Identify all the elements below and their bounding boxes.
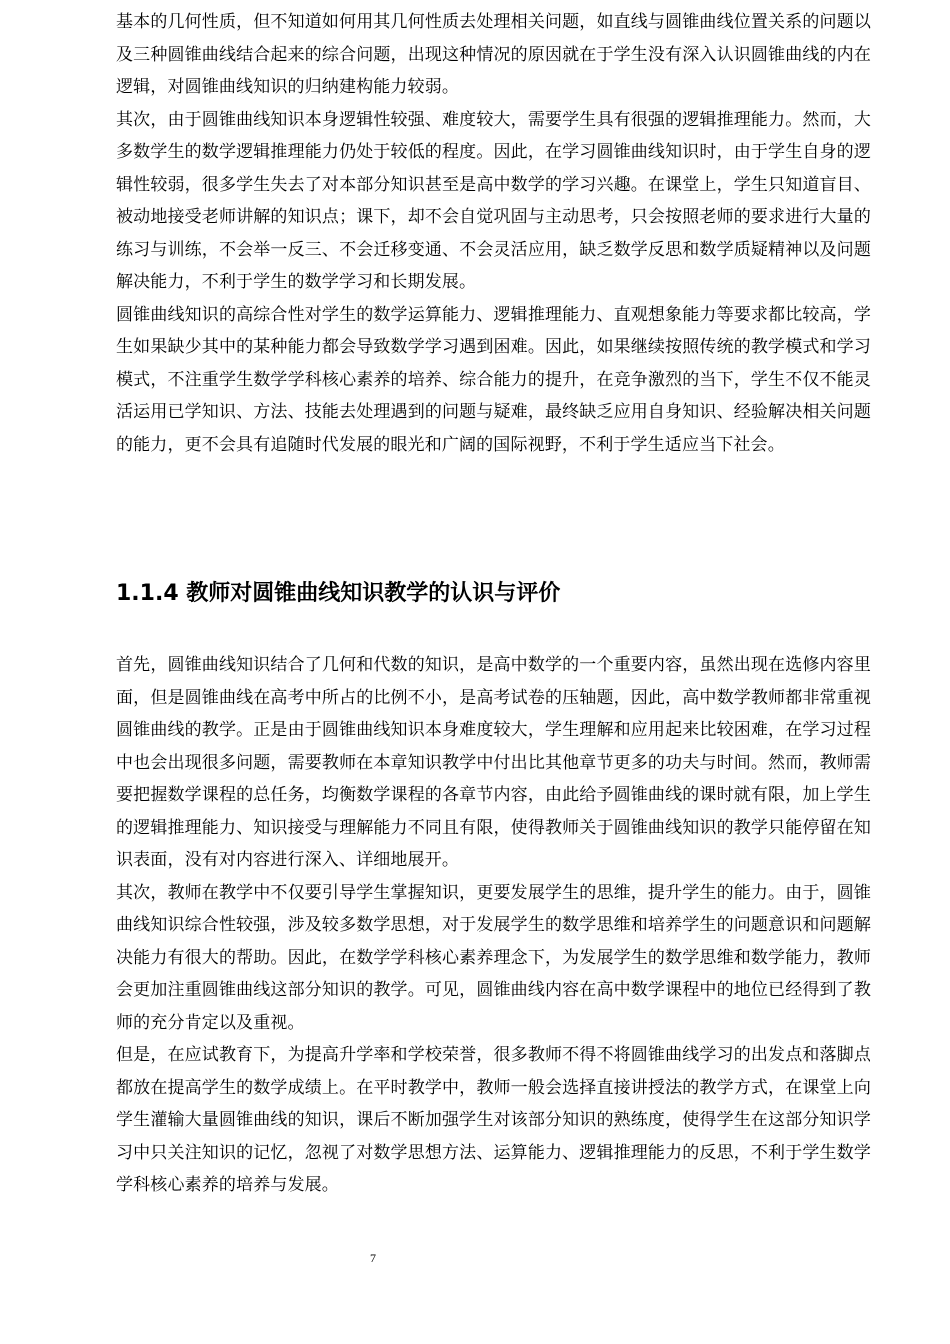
paragraph: 首先，圆锥曲线知识结合了几何和代数的知识，是高中数学的一个重要内容，虽然出现在选修内容里面，但是圆锥曲线在高考中所占的比例不小，是高考试卷的压轴题，因此，高中数学教师都非常重视圆锥曲线的教学。正是由于圆锥曲线知识本身难度较大，学生理解和应用起来比较困难，在学习过程中也会出现很多问题，需要教师在本章知识教学中付出比其他章节更多的功夫与时间。然而，教师需要把握数学课程的总任务，均衡数学课程的各章节内容，由此给予圆锥曲线的课时就有限，加上学生的逻辑推理能力、知识接受与理解能力不同且有限，使得教师关于圆锥曲线知识的教学只能停留在知识表面，没有对内容进行深入、详细地展开。 [116,655,871,870]
paragraph: 圆锥曲线知识的高综合性对学生的数学运算能力、逻辑推理能力、直观想象能力等要求都比较高，学生如果缺少其中的某种能力都会导致数学学习遇到困难。因此，如果继续按照传统的教学模式和学习模式，不注重学生数学学科核心素养的培养、综合能力的提升，在竞争激烈的当下，学生不仅不能灵活运用已学知识、方法、技能去处理遇到的问题与疑难，最终缺乏应用自身知识、经验解决相关问题的能力，更不会具有追随时代发展的眼光和广阔的国际视野，不利于学生适应当下社会。 [116,304,871,455]
body-text-top [116,6,871,461]
paragraph: 其次，由于圆锥曲线知识本身逻辑性较强、难度较大，需要学生具有很强的逻辑推理能力。然而，大多数学生的数学逻辑推理能力仍处于较低的程度。因此，在学习圆锥曲线知识时，由于学生自身的逻辑性较弱，很多学生失去了对本部分知识甚至是高中数学的学习兴趣。在课堂上，学生只知道盲目、被动地接受老师讲解的知识点；课下，却不会自觉巩固与主动思考，只会按照老师的要求进行大量的练习与训练，不会举一反三、不会迁移变通、不会灵活应用，缺乏数学反思和数学质疑精神以及问题解决能力，不利于学生的数学学习和长期发展。 [116,109,871,292]
body-text-bottom [116,649,871,1202]
section-heading: 1.1.4 教师对圆锥曲线知识教学的认识与评价 [116,581,561,606]
page-number: 7 [370,1251,376,1265]
paragraph: 基本的几何性质，但不知道如何用其几何性质去处理相关问题，如直线与圆锥曲线位置关系的问题以及三种圆锥曲线结合起来的综合问题，出现这种情况的原因就在于学生没有深入认识圆锥曲线的内在逻辑，对圆锥曲线知识的归纳建构能力较弱。 [116,12,871,97]
paragraph: 其次，教师在教学中不仅要引导学生掌握知识，更要发展学生的思维，提升学生的能力。由于，圆锥曲线知识综合性较强，涉及较多数学思想，对于发展学生的数学思维和培养学生的问题意识和问题解决能力有很大的帮助。因此，在数学学科核心素养理念下，为发展学生的数学思维和数学能力，教师会更加注重圆锥曲线这部分知识的教学。可见，圆锥曲线内容在高中数学课程中的地位已经得到了教师的充分肯定以及重视。 [116,882,871,1033]
paragraph: 但是，在应试教育下，为提高升学率和学校荣誉，很多教师不得不将圆锥曲线学习的出发点和落脚点都放在提高学生的数学成绩上。在平时教学中，教师一般会选择直接讲授法的教学方式，在课堂上向学生灌输大量圆锥曲线的知识，课后不断加强学生对该部分知识的熟练度，使得学生在这部分知识学习中只关注知识的记忆，忽视了对数学思想方法、运算能力、逻辑推理能力的反思，不利于学生数学学科核心素养的培养与发展。 [116,1045,871,1195]
